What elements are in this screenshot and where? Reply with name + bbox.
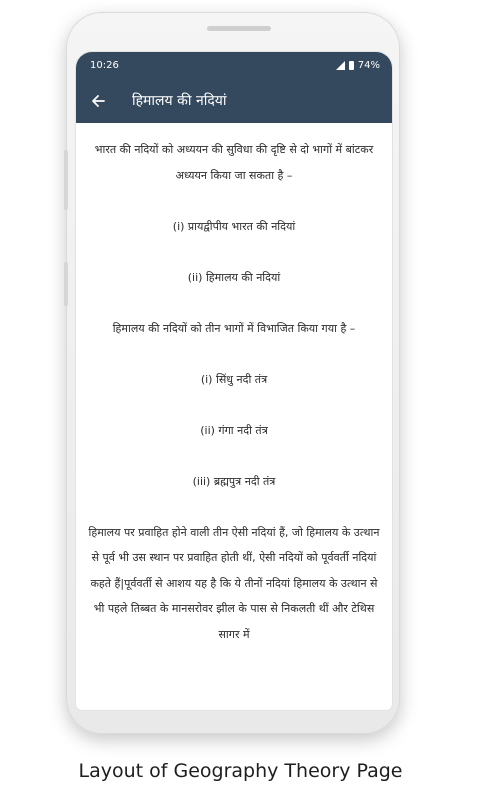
theory-content bbox=[76, 123, 392, 647]
phone-side-button-bottom bbox=[64, 262, 68, 306]
back-arrow-icon[interactable] bbox=[88, 91, 108, 111]
app-bar bbox=[76, 78, 392, 123]
river-system-1: (i) सिंधु नदी तंत्र bbox=[200, 372, 268, 386]
intro-paragraph: भारत की नदियों को अध्ययन की सुविधा की दृष्टि से दो भागों में बांटकर अध्ययन किया जा सकता है – bbox=[94, 143, 374, 182]
river-system-3: (iii) ब्रह्मपुत्र नदी तंत्र bbox=[192, 474, 276, 488]
division-item-2: (ii) हिमालय की नदियां bbox=[187, 270, 281, 284]
battery-percent: 74% bbox=[357, 59, 380, 71]
division-item-1: (i) प्रायद्वीपीय भारत की नदियां bbox=[172, 219, 296, 233]
status-time: 10:26 bbox=[90, 59, 119, 71]
caption: Layout of Geography Theory Page bbox=[78, 760, 403, 782]
himalaya-intro: हिमालय की नदियों को तीन भागों में विभाजित किया गया है – bbox=[112, 321, 356, 335]
page-title: हिमालय की नदियां bbox=[132, 93, 227, 109]
signal-icon bbox=[336, 61, 345, 70]
phone-screen bbox=[76, 52, 392, 710]
phone-side-button-top bbox=[64, 150, 68, 210]
battery-icon bbox=[349, 61, 354, 70]
status-bar bbox=[76, 52, 392, 78]
status-icons bbox=[336, 60, 380, 71]
phone-speaker bbox=[207, 26, 271, 31]
river-system-2: (ii) गंगा नदी तंत्र bbox=[200, 423, 268, 437]
antecedent-rivers-paragraph: हिमालय पर प्रवाहित होने वाली तीन ऐसी नदियां हैं, जो हिमालय के उत्थान से पूर्व भी उस स्थान पर प्रवाहित होती थीं, ऐसी नदियों को पूर्ववर्ती नदियां कहते हैं|पूर्ववर्ती से आशय यह है कि ये तीनों नदियां हिमालय के उत्थान से भी पहले तिब्बत के मानसरोवर झील के पास से निकलती थीं और टेथिस सागर में bbox=[88, 525, 380, 641]
